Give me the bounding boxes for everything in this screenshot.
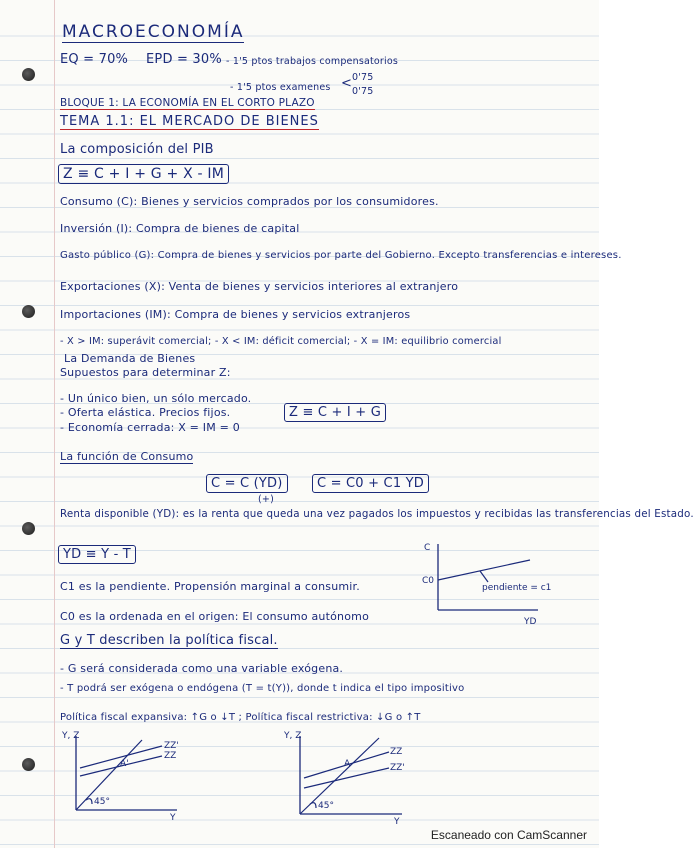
point-label: A' (120, 759, 129, 769)
z-identity: Z ≡ C + I + G + X - IM (58, 164, 229, 184)
fiscal-graph-right (284, 730, 404, 825)
consumption-sign: (+) (258, 494, 274, 505)
definition-importaciones: Importaciones (IM): Compra de bienes y servicios extranjeros (60, 308, 411, 321)
fiscal-policy: Política fiscal expansiva: ↑G o ↓T ; Política fiscal restrictiva: ↓G o ↑T (60, 712, 421, 723)
graph-c0-label: C0 (422, 576, 435, 586)
consumption-heading: La función de Consumo (60, 450, 194, 463)
assumptions-heading: Supuestos para determinar Z: (60, 366, 231, 379)
angle-arc (86, 799, 92, 804)
disposable-income-definition: Renta disponible (YD): es la renta que queda una vez pagados los impuestos y recibidas las transferencias del Estado. (60, 508, 694, 520)
punch-hole (22, 758, 35, 771)
definition-consumo: Consumo (C): Bienes y servicios comprados por los consumidores. (60, 195, 439, 208)
punch-hole (22, 522, 35, 535)
c1-definition: C1 es la pendiente. Propensión marginal a consumir. (60, 580, 360, 593)
graph-c-label: C (424, 543, 431, 553)
eval-epd: EPD = 30% (146, 52, 222, 67)
assumption-item: - Economía cerrada: X = IM = 0 (60, 421, 240, 434)
eval-trabajos: - 1'5 ptos trabajos compensatorios (226, 56, 399, 67)
graph-slope-label: pendiente = c1 (482, 583, 552, 593)
angle-label: 45° (318, 801, 334, 811)
g-note: - G será considerada como una variable exógena. (60, 662, 344, 675)
brace-option: 0'75 (352, 86, 374, 97)
zz-prime-line (304, 768, 389, 788)
consumption-function: C = C (YD) (206, 474, 288, 493)
block-title: BLOQUE 1: LA ECONOMÍA EN EL CORTO PLAZO (60, 97, 315, 109)
slope-pointer (480, 571, 488, 582)
axis-label: Y, Z (284, 731, 302, 741)
axis-label: Y (394, 817, 400, 827)
assumption-item: - Oferta elástica. Precios fijos. (60, 406, 231, 419)
margin-line (54, 0, 55, 848)
axis-label: Y (170, 813, 176, 823)
axis-label: Y, Z (62, 731, 80, 741)
assumption-item: - Un único bien, un sólo mercado. (60, 392, 252, 405)
definition-exportaciones: Exportaciones (X): Venta de bienes y servicios interiores al extranjero (60, 280, 459, 293)
closed-economy-identity: Z ≡ C + I + G (284, 403, 386, 422)
g-t-heading: G y T describen la política fiscal. (60, 633, 278, 648)
curve-label: ZZ' (164, 741, 179, 751)
tema-title: TEMA 1.1: EL MERCADO DE BIENES (60, 114, 319, 129)
consumption-linear-function: C = C0 + C1 YD (312, 474, 429, 493)
curve-label: ZZ' (390, 763, 405, 773)
t-note: - T podrá ser exógena o endógena (T = t(Y)), donde t indica el tipo impositivo (60, 683, 465, 694)
brace-option: 0'75 (352, 72, 374, 83)
yd-identity: YD ≡ Y - T (58, 545, 136, 564)
definition-inversion: Inversión (I): Compra de bienes de capital (60, 222, 300, 235)
curve-label: ZZ (164, 751, 177, 761)
angle-label: 45° (94, 797, 110, 807)
eval-eq: EQ = 70% (60, 52, 129, 67)
consumption-graph (420, 540, 552, 630)
page-title: MACROECONOMÍA (62, 22, 245, 42)
graph-yd-label: YD (524, 617, 537, 627)
brace-icon: < (341, 76, 353, 91)
fiscal-graph-left (62, 730, 182, 823)
camscanner-watermark: Escaneado con CamScanner (430, 828, 587, 842)
angle-arc (310, 803, 316, 808)
eval-examenes: - 1'5 ptos examenes (230, 82, 331, 93)
trade-balance: - X > IM: superávit comercial; - X < IM: déficit comercial; - X = IM: equilibrio comercial (60, 336, 502, 347)
c0-definition: C0 es la ordenada en el origen: El consumo autónomo (60, 610, 369, 623)
demand-heading: La Demanda de Bienes (64, 352, 196, 365)
composition-heading: La composición del PIB (60, 142, 214, 157)
curve-label: ZZ (390, 747, 403, 757)
definition-gasto: Gasto público (G): Compra de bienes y servicios por parte del Gobierno. Excepto transferencias e intereses. (60, 250, 622, 261)
point-label: A (344, 759, 351, 769)
punch-hole (22, 305, 35, 318)
punch-hole (22, 68, 35, 81)
